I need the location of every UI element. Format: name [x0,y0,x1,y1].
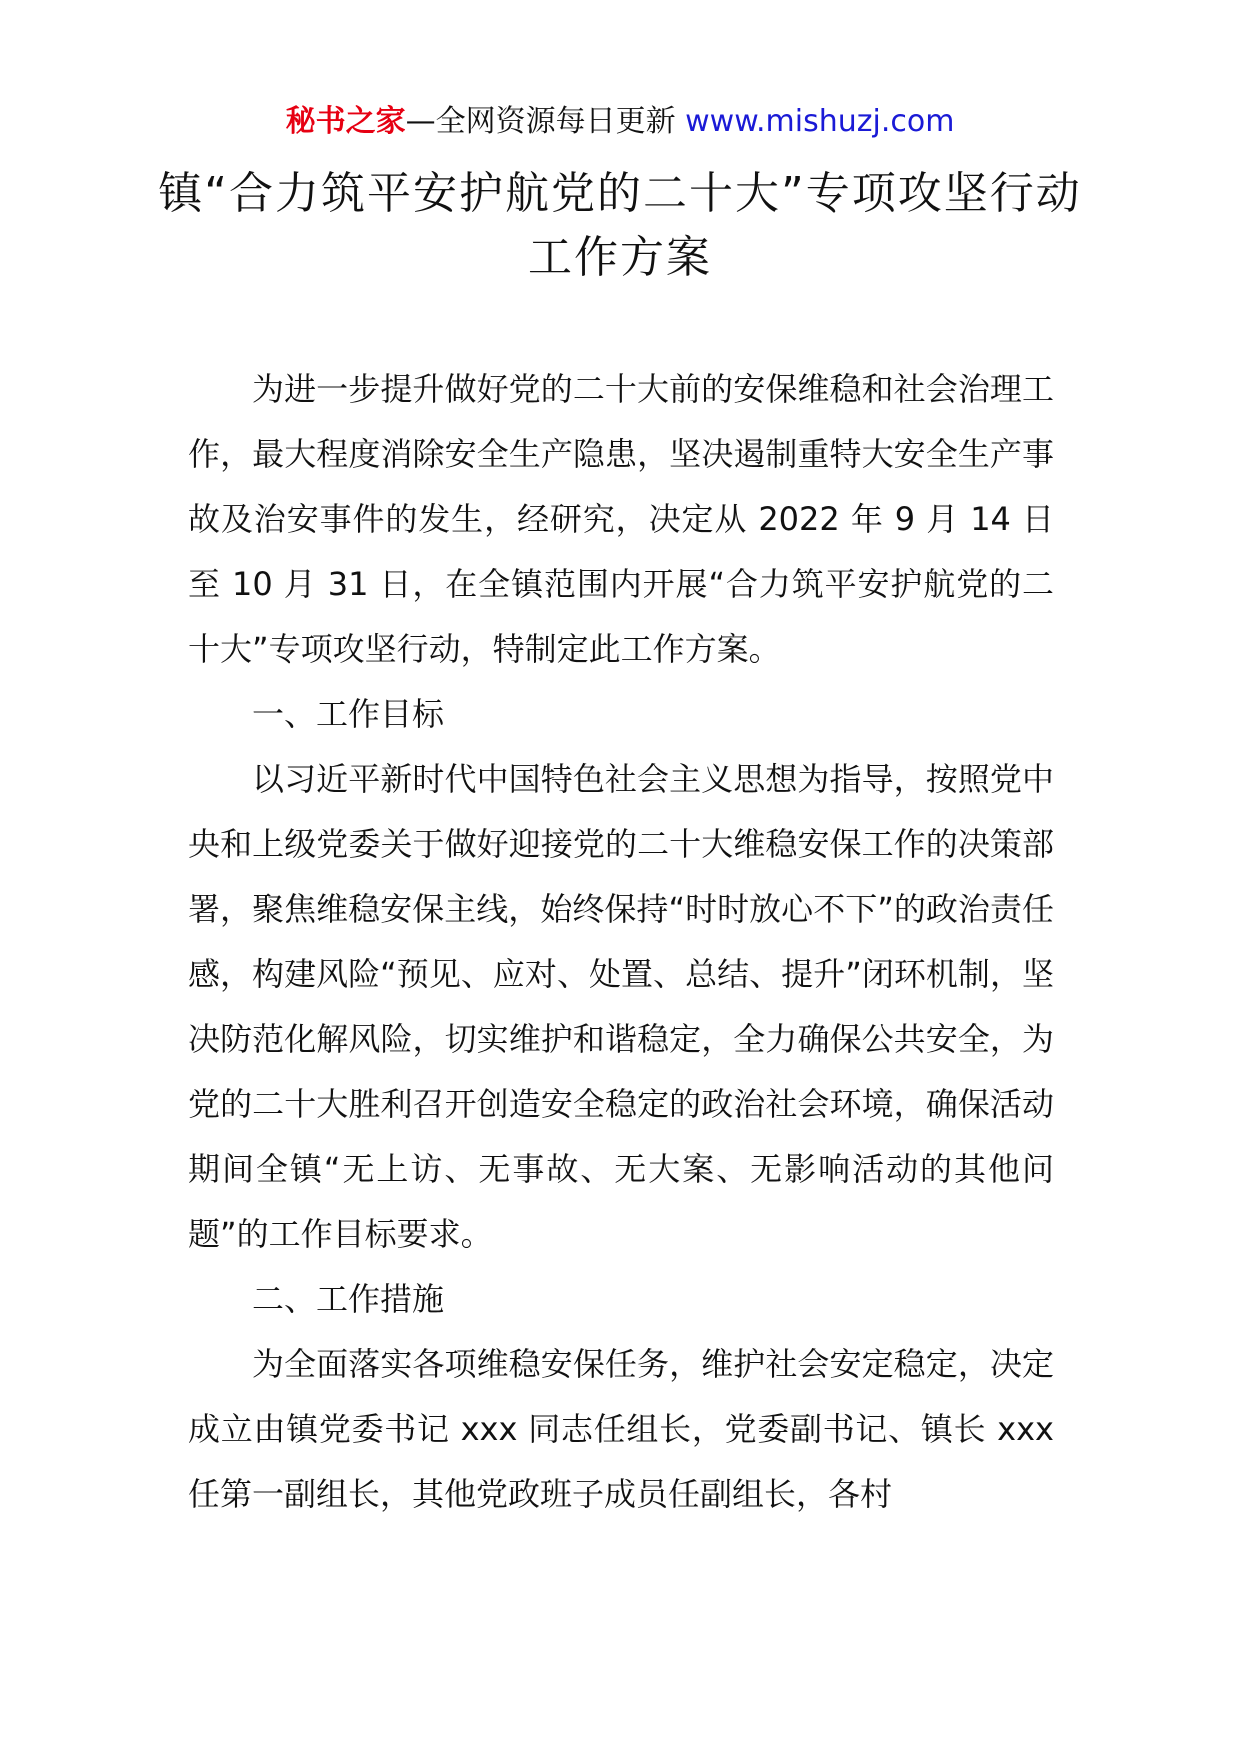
site-header [0,100,1240,144]
site-slogan: —全网资源每日更新 [405,104,676,139]
paragraph-measures: 为全面落实各项维稳安保任务，维护社会安定稳定，决定成立由镇党委书记 xxx 同志任组长，党委副书记、镇长 xxx 任第一副组长，其他党政班子成员任副组长，各村 [188,1345,1054,1513]
site-url-link[interactable]: www.mishuzj.com [685,104,955,139]
section-heading-measures: 二、工作措施 [252,1280,445,1318]
document-body [188,357,1054,1527]
section-heading-goals: 一、工作目标 [252,695,445,733]
document-title: 镇“合力筑平安护航党的二十大”专项攻坚行动工作方案 [158,168,1082,283]
paragraph-goals: 以习近平新时代中国特色社会主义思想为指导，按照党中央和上级党委关于做好迎接党的二十大维稳安保工作的决策部署，聚焦维稳安保主线，始终保持“时时放心不下”的政治责任感，构建风险“预见、应对、处置、总结、提升”闭环机制，坚决防范化解风险，切实维护和谐稳定，全力确保公共安全，为党的二十大胜利召开创造安全稳定的政治社会环境，确保活动期间全镇“无上访、无事故、无大案、无影响活动的其他问题”的工作目标要求。 [188,760,1054,1253]
paragraph-intro: 为进一步提升做好党的二十大前的安保维稳和社会治理工作，最大程度消除安全生产隐患，坚决遏制重特大安全生产事故及治安事件的发生，经研究，决定从 2022 年 9 月 14 日至 10 月 31 日，在全镇范围内开展“合力筑平安护航党的二十大”专项攻坚行动，特制定此工作方案。 [188,370,1054,668]
site-brand: 秘书之家 [285,104,406,139]
